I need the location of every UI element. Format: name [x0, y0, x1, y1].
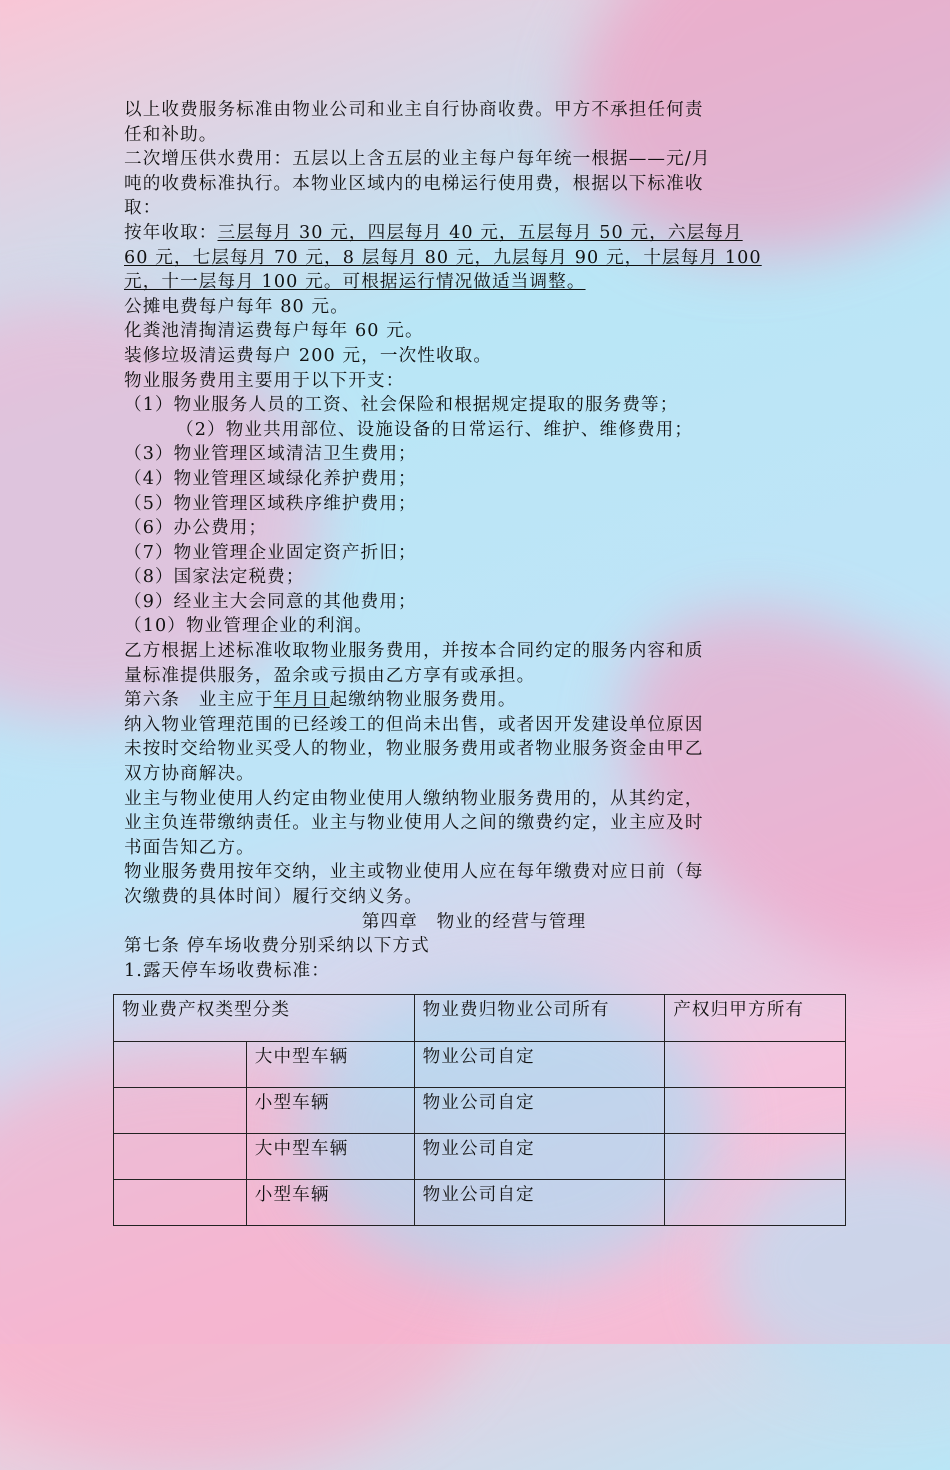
- list-item: （3）物业管理区域清洁卫生费用；: [124, 444, 417, 465]
- list-item: （6）办公费用；: [124, 518, 268, 539]
- list-item: （5）物业管理区域秩序维护费用；: [124, 493, 417, 514]
- text-line: 双方协商解决。: [124, 764, 255, 785]
- vehicle-type-cell: 小型车辆: [246, 1088, 414, 1134]
- table-row: [114, 1042, 846, 1088]
- table-cell-empty: [114, 1088, 247, 1134]
- text-line: 以上收费服务标准由物业公司和业主自行协商收费。甲方不承担任何责: [124, 100, 704, 120]
- list-item: （7）物业管理企业固定资产折旧；: [124, 542, 417, 563]
- table-cell-empty: [114, 1180, 247, 1226]
- table-header-cell: 产权归甲方所有: [665, 995, 846, 1042]
- table-cell-empty: [665, 1088, 846, 1134]
- vehicle-type-cell: 小型车辆: [246, 1180, 414, 1226]
- text-line: 物业服务费用主要用于以下开支：: [124, 370, 405, 391]
- parking-fee-table: [113, 994, 846, 1226]
- table-header-row: [114, 995, 846, 1042]
- table-header-cell: 物业费归物业公司所有: [414, 995, 665, 1042]
- fee-cell: 物业公司自定: [414, 1134, 665, 1180]
- text-line: 业主与物业使用人约定由物业使用人缴纳物业服务费用的，从其约定，: [124, 788, 704, 809]
- article-six-prefix: 第六条 业主应于: [124, 690, 274, 711]
- text-line: 次缴费的具体时间）履行交纳义务。: [124, 887, 424, 907]
- vehicle-type-cell: 大中型车辆: [246, 1134, 414, 1180]
- table-cell-empty: [665, 1042, 846, 1088]
- table-row: [114, 1180, 846, 1226]
- table-cell-empty: [114, 1042, 247, 1088]
- chapter-heading: 第四章 物业的经营与管理: [361, 911, 587, 932]
- fee-cell: 物业公司自定: [414, 1180, 665, 1226]
- table-row: [114, 1088, 846, 1134]
- article-six-line: [124, 688, 824, 713]
- table-cell-empty: [665, 1180, 846, 1226]
- text-line: 装修垃圾清运费每户 200 元，一次性收取。: [124, 345, 493, 366]
- table-cell-empty: [665, 1134, 846, 1180]
- text-line: 纳入物业管理范围的已经竣工的但尚未出售，或者因开发建设单位原因: [124, 714, 704, 735]
- list-item: （2）物业共用部位、设施设备的日常运行、维护、维修费用；: [176, 419, 694, 440]
- document-page: [124, 98, 824, 983]
- annual-fee-underlined: 元，十一层每月 100 元。可根据运行情况做适当调整。: [124, 272, 586, 293]
- list-item: （1）物业服务人员的工资、社会保险和根据规定提取的服务费等；: [124, 395, 679, 416]
- text-line: 未按时交给物业买受人的物业，物业服务费用或者物业服务资金由甲乙: [124, 739, 704, 760]
- text-line: 书面告知乙方。: [124, 837, 255, 858]
- text-line: 乙方根据上述标准收取物业服务费用，并按本合同约定的服务内容和质: [124, 641, 704, 662]
- text-line: 取：: [124, 198, 162, 219]
- table-row: [114, 1134, 846, 1180]
- list-item: （10）物业管理企业的利润。: [124, 616, 373, 637]
- vehicle-type-cell: 大中型车辆: [246, 1042, 414, 1088]
- list-item: （9）经业主大会同意的其他费用；: [124, 591, 417, 612]
- text-line: 量标准提供服务，盈余或亏损由乙方享有或承担。: [124, 665, 536, 686]
- list-item: （4）物业管理区域绿化养护费用；: [124, 468, 417, 489]
- text-line: 业主负连带缴纳责任。业主与物业使用人之间的缴费约定，业主应及时: [124, 813, 704, 834]
- annual-fee-underlined: 60 元，七层每月 70 元，8 层每月 80 元，九层每月 90 元，十层每月 100: [124, 247, 762, 268]
- text-line: 公摊电费每户每年 80 元。: [124, 296, 349, 317]
- sub-heading: 1.露天停车场收费标准：: [124, 960, 330, 981]
- text-line: 吨的收费标准执行。本物业区域内的电梯运行使用费，根据以下标准收: [124, 173, 704, 194]
- article-six-suffix: 起缴纳物业服务费用。: [329, 690, 517, 711]
- fee-cell: 物业公司自定: [414, 1042, 665, 1088]
- annual-fee-line: [124, 221, 824, 246]
- text-line: 物业服务费用按年交纳，业主或物业使用人应在每年缴费对应日前（每: [124, 862, 704, 883]
- fee-cell: 物业公司自定: [414, 1088, 665, 1134]
- text-line: 任和补助。: [124, 124, 218, 145]
- table-cell-empty: [114, 1134, 247, 1180]
- article-seven-heading: 第七条 停车场收费分别采纳以下方式: [124, 936, 430, 957]
- annual-fee-prefix: 按年收取：: [124, 222, 218, 243]
- table-header-cell: 物业费产权类型分类: [114, 995, 415, 1042]
- text-line: 化粪池清掏清运费每户每年 60 元。: [124, 321, 424, 342]
- text-line: 二次增压供水费用：五层以上含五层的业主每户每年统一根据——元/月: [124, 149, 711, 170]
- list-item: （8）国家法定税费；: [124, 567, 305, 588]
- article-six-date: 年月日: [273, 690, 330, 711]
- annual-fee-underlined: 三层每月 30 元，四层每月 40 元，五层每月 50 元，六层每月: [217, 222, 743, 243]
